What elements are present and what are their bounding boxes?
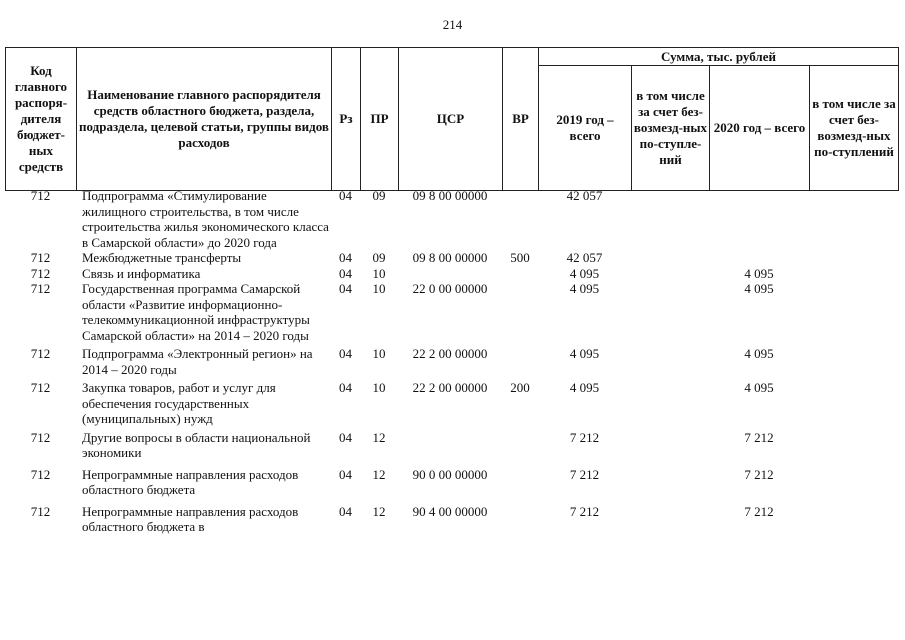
cell-sum-2020: 4 095 [744, 281, 774, 296]
cell-pr: 12 [372, 503, 386, 519]
cell-sum-2020: 7 212 [744, 429, 774, 445]
header-sum: Сумма, тыс. рублей [539, 48, 899, 66]
cell-pr: 10 [372, 281, 386, 296]
table-row [5, 281, 898, 343]
table-row [5, 266, 898, 282]
cell-name: Межбюджетные трансферты [82, 250, 242, 265]
cell-rz: 04 [339, 380, 352, 395]
cell-csr: 90 0 00 00000 [412, 466, 488, 482]
header-vr: ВР [503, 48, 539, 191]
table-row [5, 504, 898, 535]
cell-code: 712 [30, 188, 51, 203]
cell-pr: 10 [372, 265, 386, 281]
header-rz: Рз [332, 48, 361, 191]
cell-rz: 04 [339, 466, 352, 482]
table-row [5, 250, 898, 266]
cell-csr: 22 2 00 00000 [412, 346, 488, 361]
cell-csr: 22 0 00 00000 [412, 281, 488, 296]
cell-name: Связь и информатика [82, 265, 201, 281]
table-row [5, 467, 898, 498]
cell-code: 712 [30, 429, 51, 445]
cell-pr: 12 [372, 466, 386, 482]
cell-code: 712 [30, 250, 51, 265]
cell-sum-2020: 7 212 [744, 466, 774, 482]
cell-rz: 04 [339, 429, 352, 445]
header-2020-total: 2020 год – всего [710, 66, 810, 191]
cell-sum-2020: 7 212 [744, 503, 774, 519]
cell-pr: 12 [372, 429, 386, 445]
cell-name: Закупка товаров, работ и услуг для обеспечения государственных (муниципальных) нужд [82, 380, 276, 426]
table-row [5, 430, 898, 461]
cell-csr: 90 4 00 00000 [412, 503, 488, 519]
cell-sum-2019: 7 212 [569, 429, 600, 445]
cell-name: Подпрограмма «Стимулирование жилищного строительства, в том числе строительства жилья экономического класса в Самарской области» до 2020 года [82, 188, 329, 250]
cell-sum-2019: 4 095 [569, 281, 600, 296]
cell-rz: 04 [339, 503, 352, 519]
table-row [5, 380, 898, 427]
header-2020-grants: в том числе за счет без-возмезд-ных по-ступлений [810, 66, 899, 191]
cell-rz: 04 [339, 250, 352, 265]
header-name: Наименование главного распорядителя средств областного бюджета, раздела, подраздела, целевой статьи, группы видов расходов [77, 48, 332, 191]
cell-code: 712 [30, 281, 51, 296]
cell-vr: 200 [510, 380, 530, 395]
cell-pr: 09 [372, 250, 386, 265]
header-2019-total: 2019 год – всего [539, 66, 632, 191]
cell-rz: 04 [339, 346, 352, 361]
cell-code: 712 [30, 503, 51, 519]
cell-sum-2019: 7 212 [569, 503, 600, 519]
cell-pr: 10 [372, 380, 386, 395]
cell-sum-2019: 7 212 [569, 466, 600, 482]
table-row [5, 346, 898, 377]
cell-sum-2019: 42 057 [566, 188, 603, 203]
header-code: Код главного распоря-дителя бюджет-ных средств [6, 48, 77, 191]
cell-sum-2019: 4 095 [569, 380, 600, 395]
table-row [5, 188, 898, 250]
cell-sum-2020: 4 095 [744, 380, 774, 395]
cell-sum-2019: 4 095 [569, 346, 600, 361]
table-body [5, 188, 898, 535]
cell-csr: 09 8 00 00000 [412, 188, 488, 203]
cell-code: 712 [30, 380, 51, 395]
page-number: 214 [442, 17, 463, 32]
table-header [5, 47, 899, 191]
cell-name: Непрограммные направления расходов областного бюджета [82, 466, 299, 497]
cell-sum-2020: 4 095 [744, 346, 774, 361]
header-2019-grants: в том числе за счет без-возмезд-ных по-ступле-ний [632, 66, 710, 191]
cell-rz: 04 [339, 188, 352, 203]
cell-code: 712 [30, 265, 51, 281]
cell-rz: 04 [339, 281, 352, 296]
header-pr: ПР [361, 48, 399, 191]
cell-name: Другие вопросы в области национальной экономики [82, 429, 311, 460]
cell-code: 712 [30, 466, 51, 482]
cell-rz: 04 [339, 265, 352, 281]
cell-name: Непрограммные направления расходов областного бюджета в [82, 503, 299, 534]
header-csr: ЦСР [399, 48, 503, 191]
cell-csr: 22 2 00 00000 [412, 380, 488, 395]
cell-sum-2019: 42 057 [566, 250, 603, 265]
cell-name: Государственная программа Самарской области «Развитие информационно-телекоммуникационной инфраструктуры Самарской области» на 2014 – 2020 годы [82, 281, 310, 343]
cell-vr: 500 [510, 250, 530, 265]
cell-csr: 09 8 00 00000 [412, 250, 488, 265]
cell-pr: 10 [372, 346, 386, 361]
cell-sum-2020: 4 095 [744, 265, 774, 281]
cell-sum-2019: 4 095 [569, 265, 600, 281]
cell-name: Подпрограмма «Электронный регион» на 2014 – 2020 годы [82, 346, 313, 377]
cell-pr: 09 [372, 188, 386, 203]
cell-code: 712 [30, 346, 51, 361]
